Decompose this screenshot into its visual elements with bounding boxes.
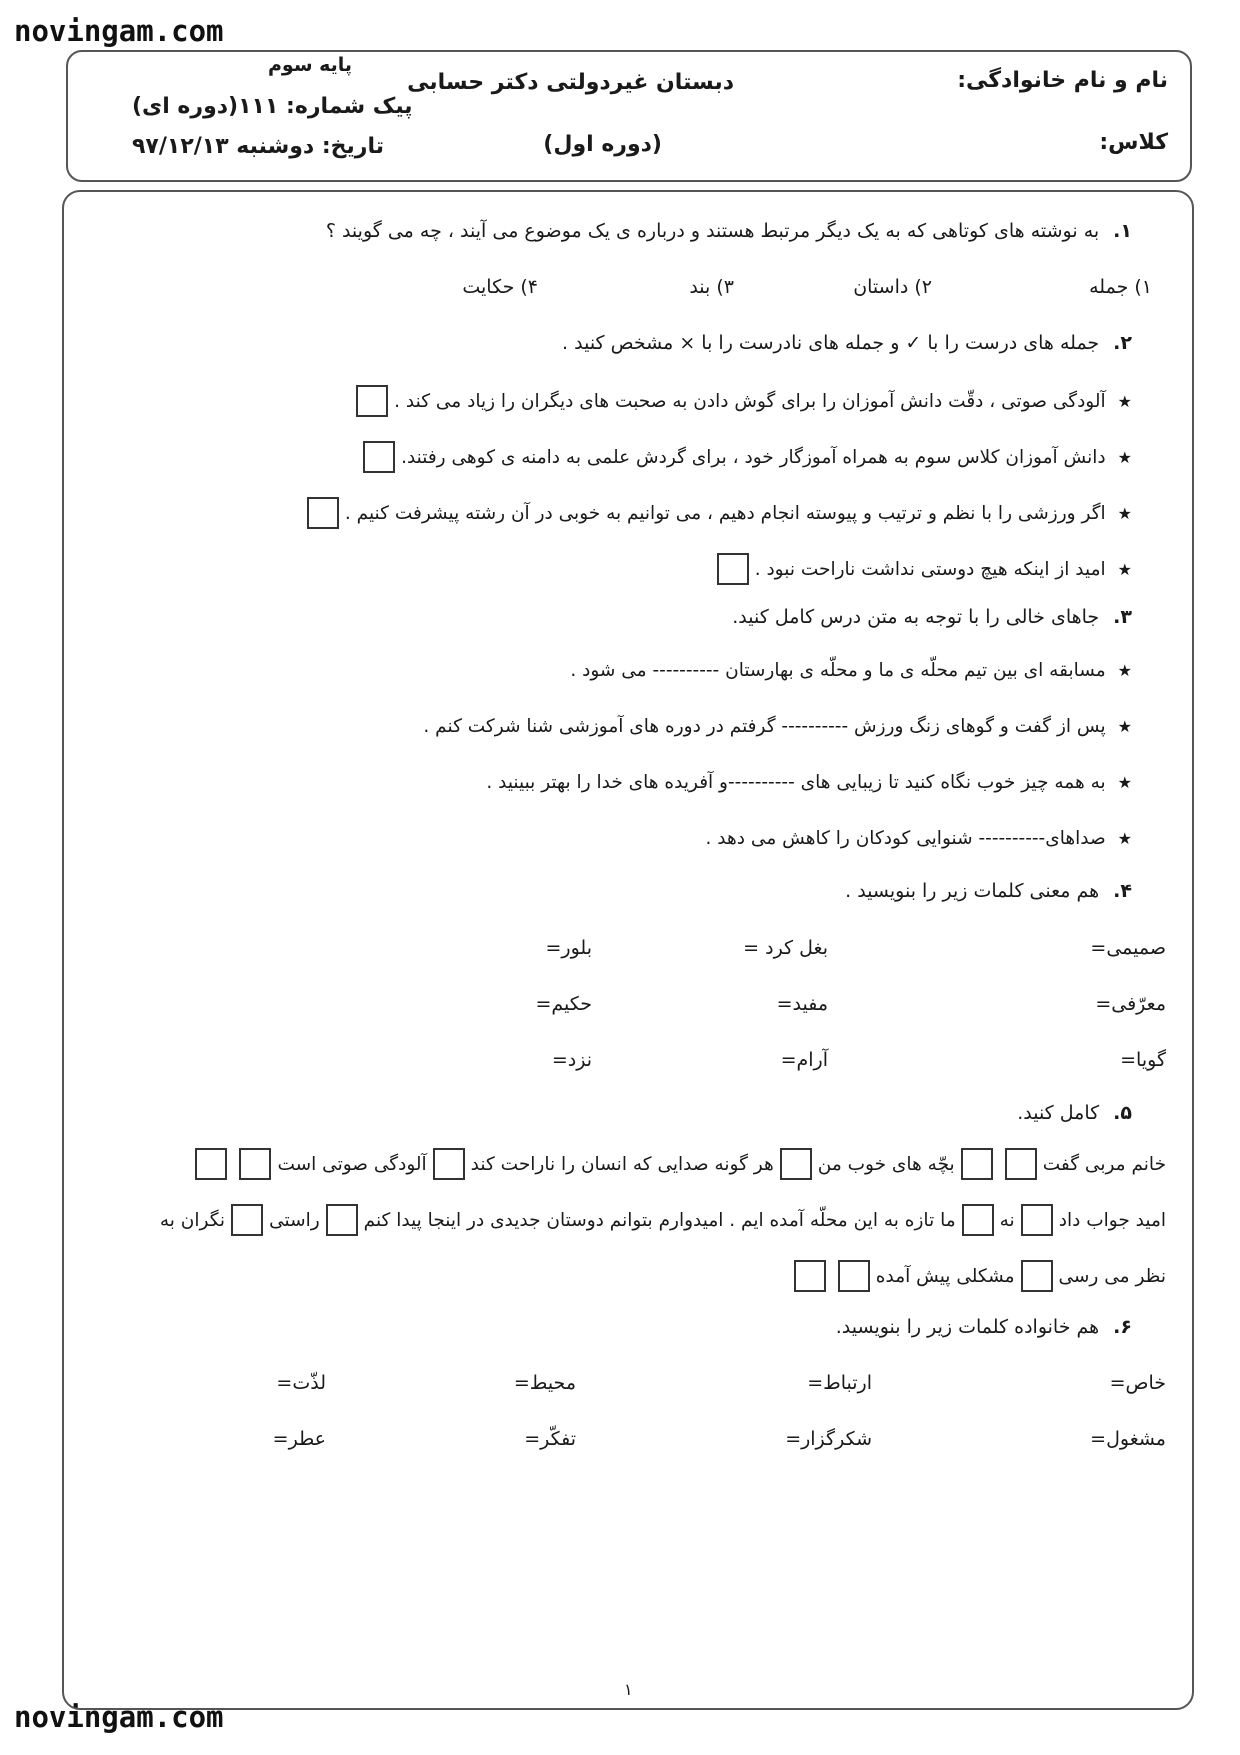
question-5: [1017, 1102, 1132, 1124]
word-cell: محیط=: [513, 1372, 576, 1394]
name-label: نام و نام خانوادگی:: [957, 68, 1168, 93]
dialogue-text: خانم مربی گفت: [1042, 1153, 1166, 1175]
question-text: جمله های درست را با ✓ و جمله های نادرست را با × مشخص کنید .: [562, 332, 1100, 354]
question-number: ۴.: [1113, 880, 1132, 902]
header-box: [66, 50, 1192, 182]
star-bullet: ★: [1117, 829, 1132, 848]
q5-line-3: [788, 1260, 1166, 1292]
answer-box[interactable]: [794, 1260, 826, 1292]
question-text: هم معنی کلمات زیر را بنویسید .: [845, 880, 1100, 902]
question-4: [845, 880, 1132, 902]
word-cell: صمیمی=: [1090, 937, 1166, 959]
fill-blank-text: صداهای---------- شنوایی کودکان را کاهش می دهد .: [705, 828, 1106, 849]
star-bullet: ★: [1117, 661, 1132, 680]
question-number: ۲.: [1113, 332, 1132, 354]
period-label: (دوره اول): [543, 132, 662, 157]
answer-box[interactable]: [961, 1148, 993, 1180]
star-bullet: ★: [1117, 773, 1132, 792]
watermark-bottom: novingam.com: [14, 1700, 224, 1734]
dialogue-text: هر گونه صدایی که انسان را ناراحت کند: [470, 1153, 774, 1175]
dialogue-text: نگران به: [159, 1209, 226, 1231]
answer-box[interactable]: [363, 441, 395, 473]
q3-item: [486, 772, 1132, 793]
question-text: جاهای خالی را با توجه به متن درس کامل کنید.: [732, 606, 1100, 628]
fill-blank-text: به همه چیز خوب نگاه کنید تا زیبایی های ----------و آفریده های خدا را بهتر ببینید .: [486, 772, 1106, 793]
question-number: ۱.: [1113, 220, 1132, 242]
question-number: ۳.: [1113, 606, 1132, 628]
q2-item: [350, 385, 1132, 417]
word-cell: عطر=: [272, 1428, 326, 1450]
dialogue-text: امید جواب داد: [1058, 1209, 1166, 1231]
word-cell: گویا=: [1120, 1049, 1166, 1071]
answer-box[interactable]: [780, 1148, 812, 1180]
statement-text: دانش آموزان کلاس سوم به همراه آموزگار خود ، برای گردش علمی به دامنه ی کوهی رفتند.: [401, 446, 1106, 468]
q5-line-2: [160, 1204, 1166, 1236]
q3-item: [423, 716, 1132, 737]
statement-text: اگر ورزشی را با نظم و ترتیب و پیوسته انجام دهیم ، می توانیم به خوبی در آن رشته پیشرفت کنیم .: [344, 502, 1106, 524]
statement-text: آلودگی صوتی ، دقّت دانش آموزان را برای گوش دادن به صحبت های دیگران را زیاد می کند .: [394, 390, 1106, 412]
word-cell: مشغول=: [1090, 1428, 1166, 1450]
star-bullet: ★: [1117, 503, 1132, 523]
grade-label: پایه سوم: [268, 54, 353, 76]
dialogue-text: نظر می رسی: [1058, 1265, 1166, 1287]
word-cell: خاص=: [1109, 1372, 1166, 1394]
dialogue-text: مشکلی پیش آمده: [875, 1265, 1015, 1287]
q1-option-3: ۳) بند: [689, 276, 734, 298]
q1-option-2: ۲) داستان: [853, 276, 932, 298]
star-bullet: ★: [1117, 559, 1132, 579]
answer-box[interactable]: [307, 497, 339, 529]
question-text: به نوشته های کوتاهی که به یک دیگر مرتبط هستند و درباره ی یک موضوع می آیند ، چه می گویند ؟: [325, 220, 1100, 242]
pack-number: پیک شماره: ۱۱۱(دوره ای): [132, 94, 413, 119]
question-number: ۶.: [1113, 1316, 1132, 1338]
question-text: کامل کنید.: [1017, 1102, 1100, 1124]
word-cell: حکیم=: [535, 993, 592, 1015]
question-6: [836, 1316, 1132, 1338]
answer-box[interactable]: [239, 1148, 271, 1180]
answer-box[interactable]: [195, 1148, 227, 1180]
word-cell: بلور=: [545, 937, 592, 959]
fill-blank-text: پس از گفت و گوهای زنگ ورزش ---------- گرفتم در دوره های آموزشی شنا شرکت کنم .: [423, 716, 1106, 737]
answer-box[interactable]: [717, 553, 749, 585]
dialogue-text: نه: [999, 1209, 1015, 1231]
answer-box[interactable]: [326, 1204, 358, 1236]
watermark-top: novingam.com: [14, 14, 224, 48]
answer-box[interactable]: [962, 1204, 994, 1236]
q2-item: [357, 441, 1132, 473]
question-3: [732, 606, 1132, 628]
class-label: کلاس:: [1099, 130, 1168, 155]
dialogue-text: بچّه های خوب من: [817, 1153, 955, 1175]
dialogue-text: راستی: [269, 1209, 320, 1231]
question-text: هم خانواده کلمات زیر را بنویسید.: [835, 1316, 1100, 1338]
question-number: ۵.: [1113, 1102, 1132, 1124]
page-number: ۱: [624, 1680, 633, 1699]
word-cell: معرّفی=: [1095, 993, 1166, 1015]
word-cell: بغل کرد =: [743, 937, 828, 959]
word-cell: ارتباط=: [807, 1372, 872, 1394]
star-bullet: ★: [1117, 391, 1132, 411]
word-cell: لذّت=: [276, 1372, 326, 1394]
answer-box[interactable]: [838, 1260, 870, 1292]
word-cell: نزد=: [551, 1049, 592, 1071]
answer-box[interactable]: [1005, 1148, 1037, 1180]
dialogue-text: آلودگی صوتی است: [277, 1153, 427, 1175]
question-2: [562, 332, 1132, 354]
exam-date: تاریخ: دوشنبه ۹۷/۱۲/۱۳: [132, 134, 384, 159]
q2-item: [301, 497, 1132, 529]
answer-box[interactable]: [433, 1148, 465, 1180]
q1-option-1: ۱) جمله: [1089, 276, 1152, 298]
answer-box[interactable]: [1021, 1260, 1053, 1292]
word-cell: تفکّر=: [524, 1428, 576, 1450]
statement-text: امید از اینکه هیچ دوستی نداشت ناراحت نبود .: [754, 558, 1106, 580]
school-name: دبستان غیردولتی دکتر حسابی: [407, 70, 734, 95]
word-cell: شکرگزار=: [785, 1428, 872, 1450]
answer-box[interactable]: [231, 1204, 263, 1236]
q2-item: [711, 553, 1132, 585]
star-bullet: ★: [1117, 717, 1132, 736]
answer-box[interactable]: [356, 385, 388, 417]
q1-option-4: ۴) حکایت: [462, 276, 538, 298]
answer-box[interactable]: [1021, 1204, 1053, 1236]
question-1: [326, 220, 1132, 242]
q5-line-1: [189, 1148, 1166, 1180]
word-cell: آرام=: [780, 1049, 828, 1071]
q3-item: [570, 660, 1132, 681]
star-bullet: ★: [1117, 447, 1132, 467]
dialogue-text: ما تازه به این محلّه آمده ایم . امیدوارم بتوانم دوستان جدیدی در اینجا پیدا کنم: [363, 1209, 956, 1231]
word-cell: مفید=: [776, 993, 828, 1015]
q3-item: [706, 828, 1132, 849]
questions-box: [62, 190, 1194, 1710]
fill-blank-text: مسابقه ای بین تیم محلّه ی ما و محلّه ی بهارستان ---------- می شود .: [570, 660, 1106, 681]
